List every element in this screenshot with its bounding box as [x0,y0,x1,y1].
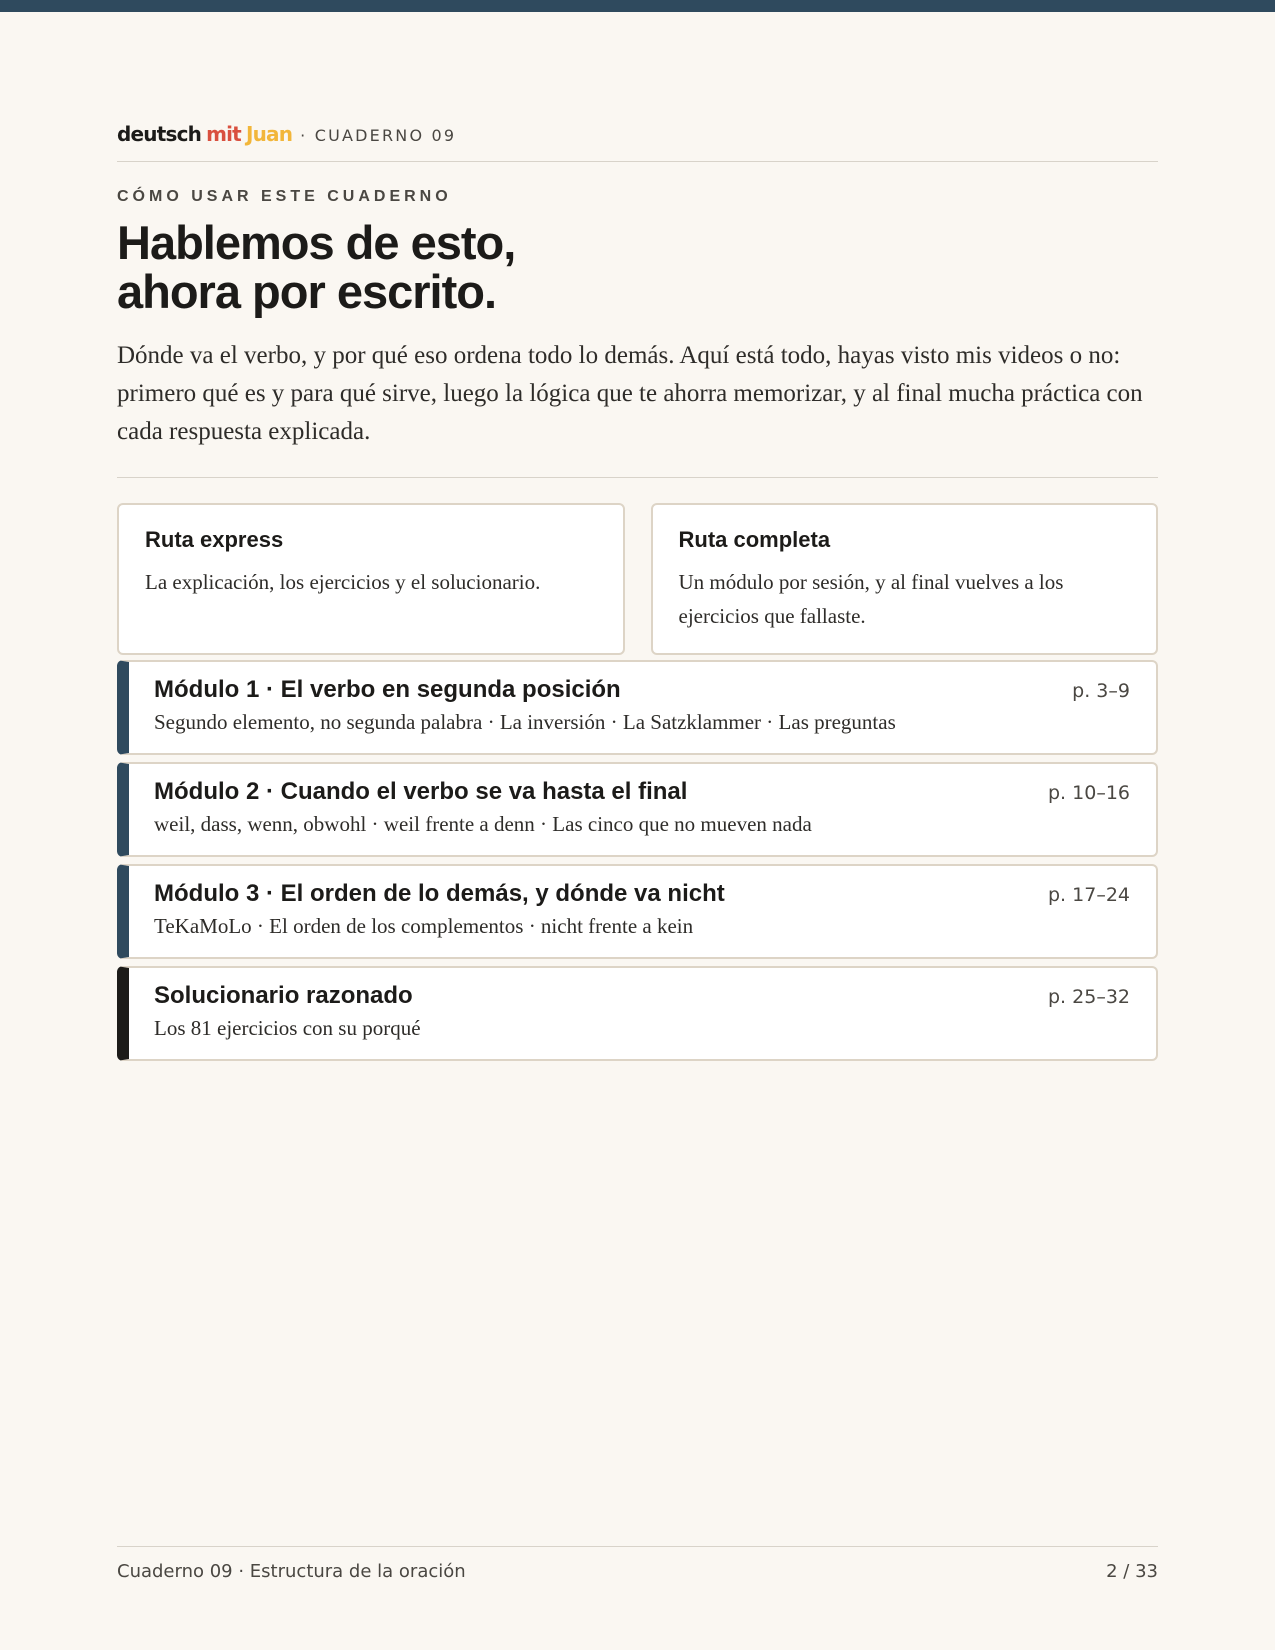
intro-divider [117,477,1158,478]
page [117,0,1158,1650]
module-page-range: p. 25–32 [1048,986,1130,1008]
route-card-express [117,503,625,655]
brand-logo [117,122,292,146]
route-description: La explicación, los ejercicios y el solucionario. [145,570,541,594]
section-eyebrow: CÓMO USAR ESTE CUADERNO [117,188,452,205]
brand-logo-mit: mit [206,122,241,146]
solutions-card[interactable] [117,966,1158,1061]
notebook-label: · CUADERNO 09 [300,126,457,145]
page-title [117,218,817,316]
module-subtitle: TeKaMoLo · El orden de los complementos · nicht frente a kein [154,914,694,938]
route-description: Un módulo por sesión, y al final vuelves a los ejercicios que fallaste. [678,570,1064,628]
page-title-line-2: ahora por escrito. [117,265,496,318]
brand-logo-deutsch: deutsch [117,122,202,146]
header-divider [117,161,1158,162]
module-head [154,880,1130,908]
route-title: Ruta express [145,527,284,552]
module-subtitle: Segundo elemento, no segunda palabra · La inversión · La Satzklammer · Las preguntas [154,710,896,734]
module-title: Módulo 3 · El orden de lo demás, y dónde va nicht [154,880,725,907]
module-subtitle: weil, dass, wenn, obwohl · weil frente a denn · Las cinco que no mueven nada [154,812,812,836]
route-card-complete [651,503,1159,655]
module-title: Módulo 1 · El verbo en segunda posición [154,676,621,703]
intro-paragraph: Dónde va el verbo, y por qué eso ordena todo lo demás. Aquí está todo, hayas visto mis videos o no: primero qué es y para qué sirve, luego la lógica que te ahorra memorizar, y al final mucha práctica con cada respuesta explicada. [117,342,1143,445]
header-brand-row [117,122,1158,146]
module-title: Solucionario razonado [154,982,413,1009]
route-title: Ruta completa [678,527,831,552]
module-page-range: p. 10–16 [1048,782,1130,804]
route-cards [117,503,1158,655]
module-head [154,778,1130,806]
page-footer [117,1561,1158,1582]
footer-title: Cuaderno 09 · Estructura de la oración [117,1561,466,1582]
module-page-range: p. 17–24 [1048,884,1130,906]
module-subtitle: Los 81 ejercicios con su porqué [154,1016,421,1040]
module-card-1[interactable] [117,660,1158,755]
module-title: Módulo 2 · Cuando el verbo se va hasta el final [154,778,688,805]
module-head [154,982,1130,1010]
footer-divider [117,1546,1158,1547]
module-page-range: p. 3–9 [1072,680,1130,702]
module-card-2[interactable] [117,762,1158,857]
page-number: 2 / 33 [1106,1561,1158,1582]
page-title-line-1: Hablemos de esto, [117,216,516,269]
module-list [117,660,1158,1061]
module-card-3[interactable] [117,864,1158,959]
module-head [154,676,1130,704]
brand-logo-juan: Juan [245,122,293,146]
